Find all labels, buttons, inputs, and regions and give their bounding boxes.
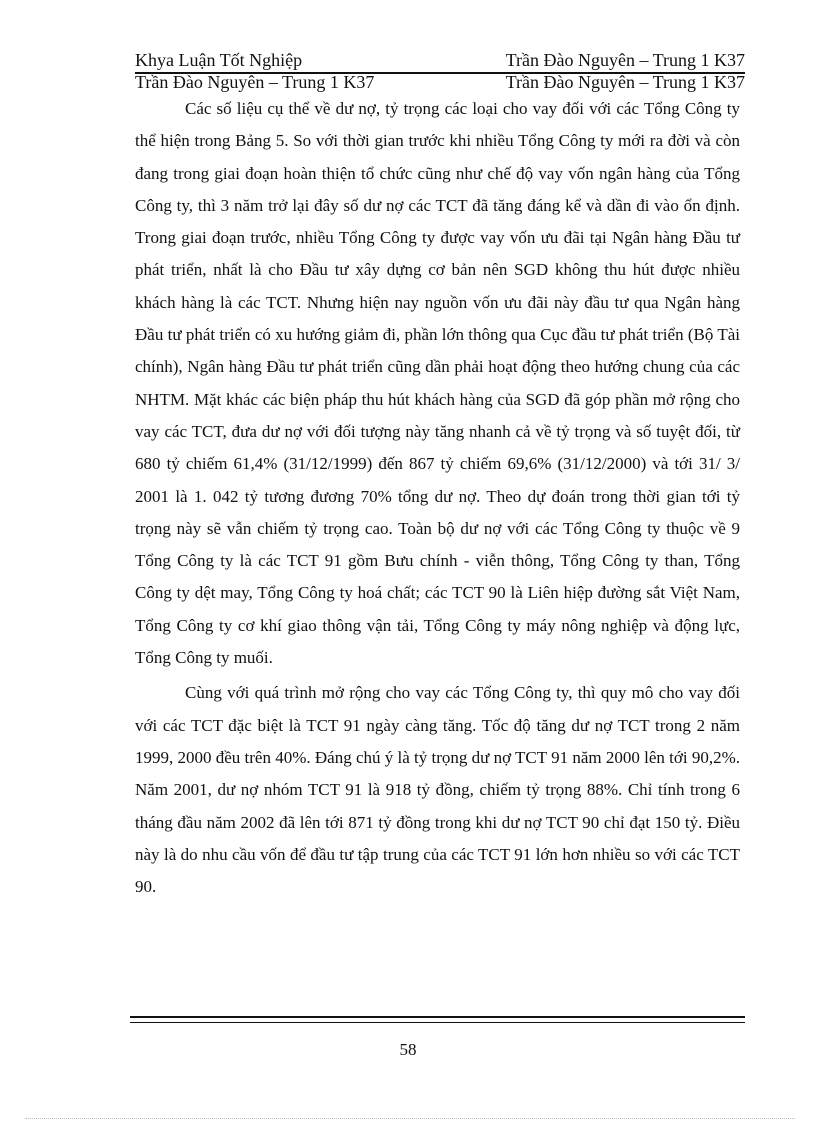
- footer-divider: [130, 1016, 745, 1023]
- page-bottom-dotted-edge: [25, 1118, 795, 1119]
- repeated-author-left: Trần Đào Nguyên – Trung 1 K37: [135, 72, 375, 92]
- repeated-header-line: [135, 72, 745, 92]
- page-number: 58: [399, 1040, 417, 1059]
- running-header: [135, 50, 745, 70]
- header-thesis-title: Khya Luận Tốt Nghiệp: [135, 50, 303, 70]
- paragraph-1: Các số liệu cụ thể về dư nợ, tỷ trọng các loại cho vay đối với các Tổng Công ty thể hiện trong Bảng 5. So với thời gian trước khi nhiều Tổng Công ty mới ra đời và còn đang trong giai đoạn hoàn thiện tổ chức cũng như chế độ vay vốn ngân hàng của Tổng Công ty, thì 3 năm trở lại đây số dư nợ các TCT đã tăng đáng kể và dần đi vào ổn định. Trong giai đoạn trước, nhiều Tổng Công ty được vay vốn ưu đãi tại Ngân hàng Đầu tư phát triển, nhất là cho Đầu tư xây dựng cơ bản nên SGD không thu hút được nhiều khách hàng là các TCT. Nhưng hiện nay nguồn vốn ưu đãi này đầu tư qua Ngân hàng Đầu tư phát triển có xu hướng giảm đi, phần lớn thông qua Cục đầu tư phát triển (Bộ Tài chính), Ngân hàng Đầu tư phát triển cũng dần phải hoạt động theo hướng chung của các NHTM. Mặt khác các biện pháp thu hút khách hàng của SGD đã góp phần mở rộng cho vay các TCT, đưa dư nợ với đối tượng này tăng nhanh cả về tỷ trọng và số tuyệt đối, từ 680 tỷ chiếm 61,4% (31/12/1999) đến 867 tỷ chiếm 69,6% (31/12/2000) và tới 31/ 3/ 2001 là 1. 042 tỷ tương đương 70% tổng dư nợ. Theo dự đoán trong thời gian tới tỷ trọng này sẽ vẫn chiếm tỷ trọng cao. Toàn bộ dư nợ với các Tổng Công ty thuộc về 9 Tổng Công ty là các TCT 91 gồm Bưu chính - viễn thông, Tổng Công ty than, Tổng Công ty dệt may, Tổng Công ty hoá chất; các TCT 90 là Liên hiệp đường sắt Việt Nam, Tổng Công ty cơ khí giao thông vận tải, Tổng Công ty máy nông nghiệp và động lực, Tổng Công ty muối.: [135, 99, 740, 668]
- header-author: Trần Đào Nguyên – Trung 1 K37: [505, 50, 745, 70]
- repeated-author-right: Trần Đào Nguyên – Trung 1 K37: [505, 72, 745, 92]
- paragraph-2: Cùng với quá trình mở rộng cho vay các Tổng Công ty, thì quy mô cho vay đối với các TCT đặc biệt là TCT 91 ngày càng tăng. Tốc độ tăng dư nợ TCT trong 2 năm 1999, 2000 đều trên 40%. Đáng chú ý là tỷ trọng dư nợ TCT 91 năm 2000 lên tới 90,2%. Năm 2001, dư nợ nhóm TCT 91 là 918 tỷ đồng, chiếm tỷ trọng 88%. Chỉ tính trong 6 tháng đầu năm 2002 đã lên tới 871 tỷ đồng trong khi dư nợ TCT 90 chỉ đạt 150 tỷ. Điều này là do nhu cầu vốn để đầu tư tập trung của các TCT 91 lớn hơn nhiều so với các TCT 90.: [135, 683, 740, 897]
- body-text: [135, 93, 740, 903]
